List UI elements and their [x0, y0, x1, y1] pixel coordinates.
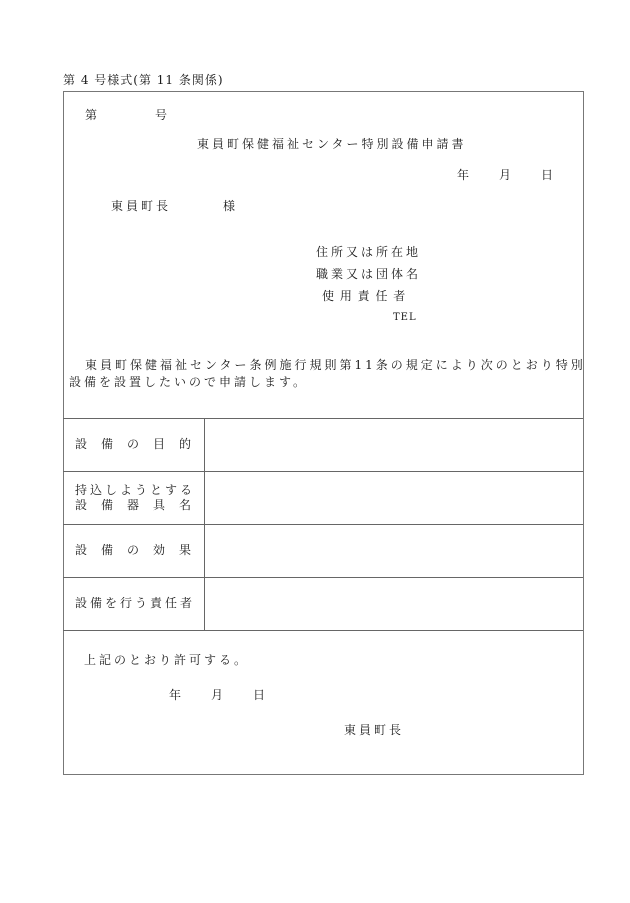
application-date-day: 日	[541, 168, 554, 182]
approval-date-month: 月	[211, 688, 224, 702]
field-equipment-purpose[interactable]	[205, 419, 582, 471]
address-label: 住所又は所在地	[316, 245, 422, 259]
approval-date-year: 年	[169, 688, 182, 702]
form-number-label: 第 4 号様式(第 11 条関係)	[63, 73, 224, 87]
responsible-person-label: 使 用 責 任 者	[322, 289, 406, 303]
tel-label: TEL	[393, 312, 417, 323]
document-title: 東員町保健福祉センター特別設備申請書	[197, 137, 467, 151]
approval-statement: 上記のとおり許可する。	[84, 653, 250, 667]
approval-signatory: 東員町長	[344, 723, 405, 737]
document-number-suffix: 号	[155, 108, 168, 122]
label-equipment-name-line-2: 設 備 器 具 名	[75, 498, 193, 512]
label-installation-responsible: 設備を行う責任者	[75, 596, 196, 610]
statement-line-1: 東員町保健福祉センター条例施行規則第11条の規定により次のとおり特別	[85, 358, 586, 372]
statement-line-2: 設備を設置したいので申請します。	[69, 375, 309, 389]
application-date-year: 年	[457, 168, 470, 182]
field-equipment-name[interactable]	[205, 472, 582, 524]
label-equipment-name-line-1: 持込しようとする	[75, 483, 196, 497]
document-number-prefix: 第	[85, 108, 98, 122]
field-equipment-effect[interactable]	[205, 525, 582, 577]
addressee-honorific: 様	[223, 199, 236, 213]
label-equipment-purpose: 設 備 の 目 的	[75, 437, 193, 451]
label-equipment-effect: 設 備 の 効 果	[75, 543, 193, 557]
field-installation-responsible[interactable]	[205, 578, 582, 630]
approval-date-day: 日	[253, 688, 266, 702]
addressee: 東員町長	[111, 199, 172, 213]
application-date-month: 月	[499, 168, 512, 182]
table-bottom-divider	[63, 630, 583, 631]
occupation-label: 職業又は団体名	[316, 267, 422, 281]
